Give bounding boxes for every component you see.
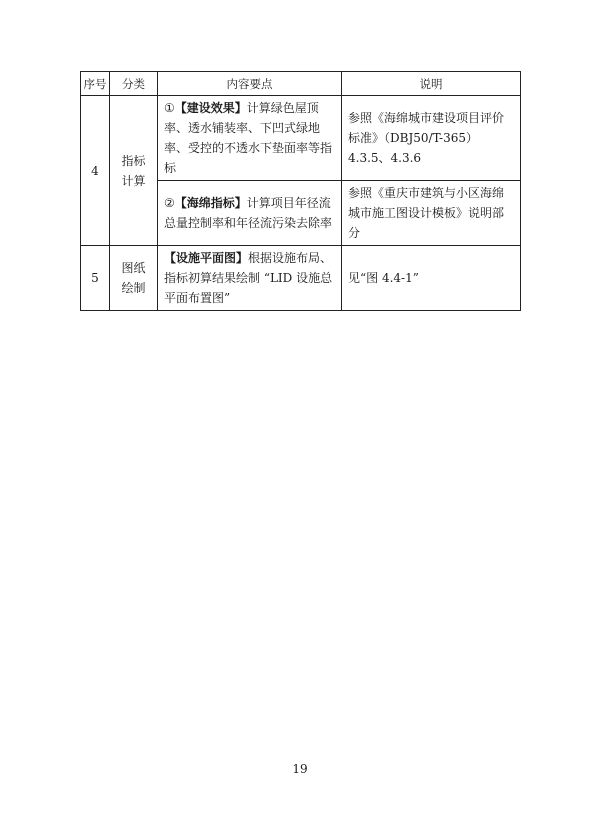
item-tag: 【建设效果】	[174, 101, 247, 115]
header-note: 说明	[342, 72, 521, 96]
item-content: 计算项目年径流总量控制率和年径流污染去除率	[164, 196, 333, 230]
item-content: 计算绿色屋顶率、透水铺装率、下凹式绿地率、受控的不透水下垫面率等指标	[164, 101, 333, 175]
row-content	[158, 181, 342, 246]
row-content	[158, 96, 342, 181]
item-marker: ②	[164, 196, 175, 210]
header-index: 序号	[81, 72, 110, 96]
table-row	[81, 96, 521, 181]
row-category: 指标计算	[110, 96, 158, 246]
item-tag: 【设施平面图】	[164, 251, 249, 265]
row-note: 参照《重庆市建筑与小区海绵城市施工图设计模板》说明部分	[342, 181, 521, 246]
table-header-row	[81, 72, 521, 96]
row-content	[158, 246, 342, 311]
row-index: 4	[81, 96, 110, 246]
content-table	[80, 71, 521, 311]
row-note: 参照《海绵城市建设项目评价标准》（DBJ50/T-365）4.3.5、4.3.6	[342, 96, 521, 181]
item-marker: ①	[164, 101, 175, 115]
header-content: 内容要点	[158, 72, 342, 96]
row-note: 见“图 4.4-1”	[342, 246, 521, 311]
table-row	[81, 246, 521, 311]
item-content: 根据设施布局、指标初算结果绘制 “LID 设施总平面布置图”	[164, 251, 333, 305]
row-category: 图纸绘制	[110, 246, 158, 311]
row-index: 5	[81, 246, 110, 311]
header-category: 分类	[110, 72, 158, 96]
page-number: 19	[292, 762, 308, 776]
item-tag: 【海绵指标】	[174, 196, 247, 210]
